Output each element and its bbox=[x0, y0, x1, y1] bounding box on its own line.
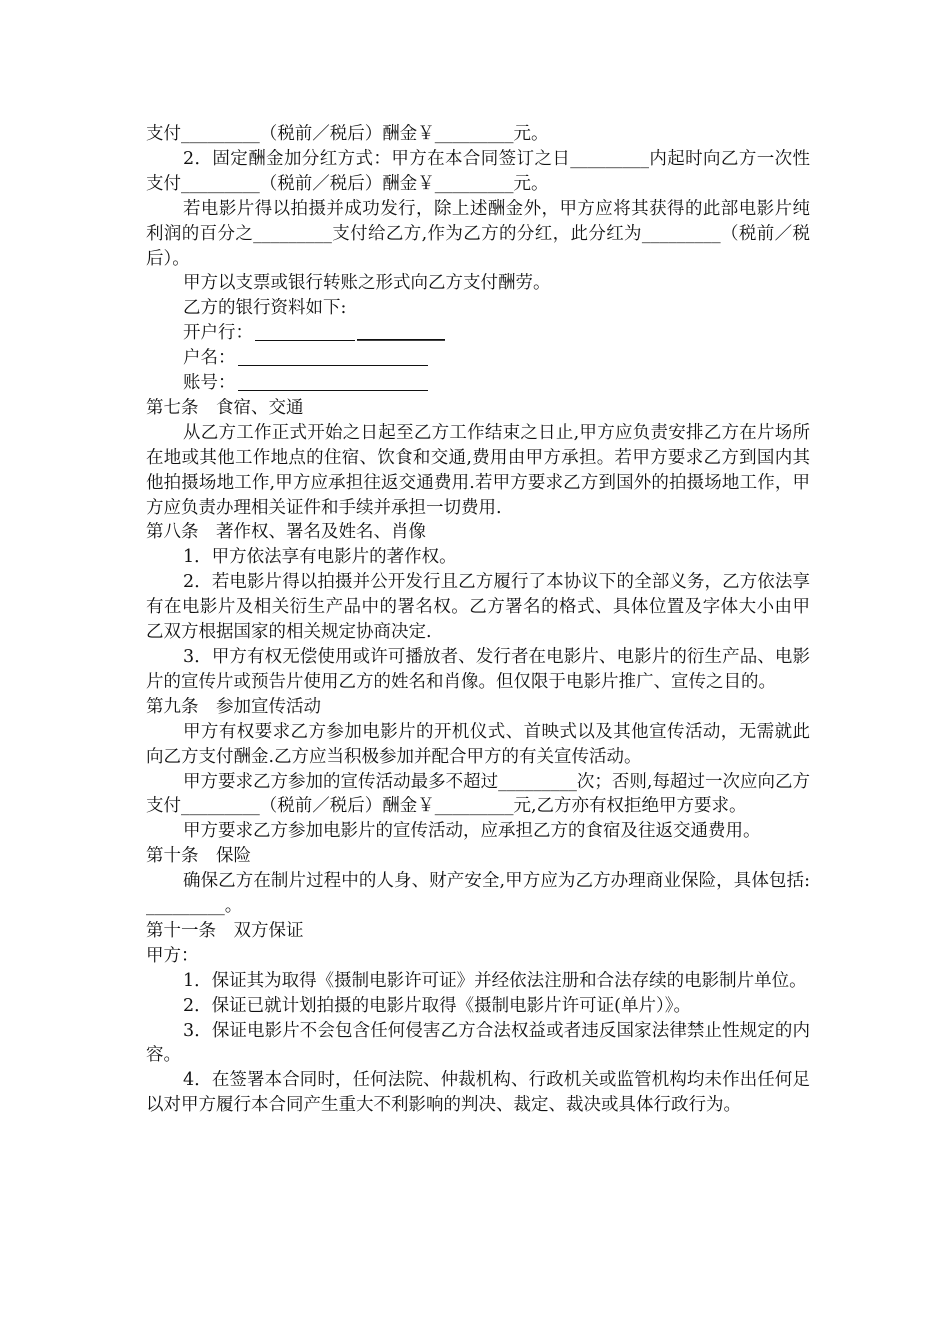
section-heading: 第八条 著作权、署名及姓名、肖像 bbox=[146, 522, 426, 543]
bank-field-branch bbox=[146, 321, 810, 346]
paragraph: 若电影片得以拍摄并成功发行，除上述酬金外，甲方应将其获得的此部电影片纯利润的百分之_________支付给乙方,作为乙方的分红，此分红为_________（税前／税后）。 bbox=[146, 198, 810, 269]
blank-line bbox=[255, 327, 445, 341]
section-heading: 第十一条 双方保证 bbox=[146, 920, 304, 941]
bank-field-label: 户名： bbox=[183, 348, 236, 369]
blank-line bbox=[238, 376, 428, 391]
paragraph: 甲方要求乙方参加的宣传活动最多不超过_________次；否则,每超过一次应向乙方支付_________（税前／税后）酬金￥_________元,乙方亦有权拒绝甲方要求。 bbox=[146, 771, 810, 817]
section-heading: 第九条 参加宣传活动 bbox=[146, 696, 321, 717]
bank-field-account-number bbox=[146, 371, 810, 396]
blank-line bbox=[238, 351, 428, 366]
contract-page bbox=[146, 122, 810, 1118]
bank-field-label: 账号： bbox=[183, 373, 236, 394]
section-heading: 第七条 食宿、交通 bbox=[146, 397, 304, 418]
bank-field-label: 开户行： bbox=[183, 323, 253, 344]
paragraph: 甲方以支票或银行转账之形式向乙方支付酬劳。 bbox=[183, 273, 551, 294]
paragraph: 2．保证已就计划拍摄的电影片取得《摄制电影片许可证(单片）》。 bbox=[183, 995, 691, 1016]
paragraph: 甲方有权要求乙方参加电影片的开机仪式、首映式以及其他宣传活动，无需就此向乙方支付酬金.乙方应当积极参加并配合甲方的有关宣传活动。 bbox=[146, 721, 810, 767]
paragraph: 3．保证电影片不会包含任何侵害乙方合法权益或者违反国家法律禁止性规定的内容。 bbox=[146, 1020, 810, 1066]
paragraph: 乙方的银行资料如下: bbox=[183, 298, 347, 319]
paragraph: 确保乙方在制片过程中的人身、财产安全,甲方应为乙方办理商业保险，具体包括:_________。 bbox=[146, 871, 810, 917]
paragraph: 4．在签署本合同时，任何法院、仲裁机构、行政机关或监管机构均未作出任何足以对甲方履行本合同产生重大不利影响的判决、裁定、裁决或具体行政行为。 bbox=[146, 1070, 810, 1116]
paragraph: 1．保证其为取得《摄制电影许可证》并经依法注册和合法存续的电影制片单位。 bbox=[183, 970, 807, 991]
paragraph: 3．甲方有权无偿使用或许可播放者、发行者在电影片、电影片的衍生产品、电影片的宣传片或预告片使用乙方的姓名和肖像。但仅限于电影片推广、宣传之目的。 bbox=[146, 646, 810, 692]
paragraph: 1．甲方依法享有电影片的著作权。 bbox=[183, 547, 457, 568]
paragraph: 2．若电影片得以拍摄并公开发行且乙方履行了本协议下的全部义务，乙方依法享有在电影片及相关衍生产品中的署名权。乙方署名的格式、具体位置及字体大小由甲乙双方根据国家的相关规定协商决定. bbox=[146, 572, 810, 643]
contract-sections bbox=[146, 396, 810, 1118]
paragraph: 支付_________（税前／税后）酬金￥_________元。 bbox=[146, 124, 549, 144]
section-heading: 第十条 保险 bbox=[146, 846, 251, 867]
bank-field-account-name bbox=[146, 346, 810, 371]
paragraph: 2．固定酬金加分红方式：甲方在本合同签订之日_________内起时向乙方一次性支付_________（税前／税后）酬金￥_________元。 bbox=[146, 148, 810, 194]
paragraph: 甲方要求乙方参加电影片的宣传活动，应承担乙方的食宿及往返交通费用。 bbox=[183, 821, 761, 842]
section-heading: 甲方： bbox=[146, 945, 199, 966]
paragraph: 从乙方工作正式开始之日起至乙方工作结束之日止,甲方应负责安排乙方在片场所在地或其他工作地点的住宿、饮食和交通,费用由甲方承担。若甲方要求乙方到国内其他拍摄场地工作,甲方应承担往返交通费用.若甲方要求乙方到国外的拍摄场地工作，甲方应负责办理相关证件和手续并承担一切费用. bbox=[146, 422, 810, 518]
